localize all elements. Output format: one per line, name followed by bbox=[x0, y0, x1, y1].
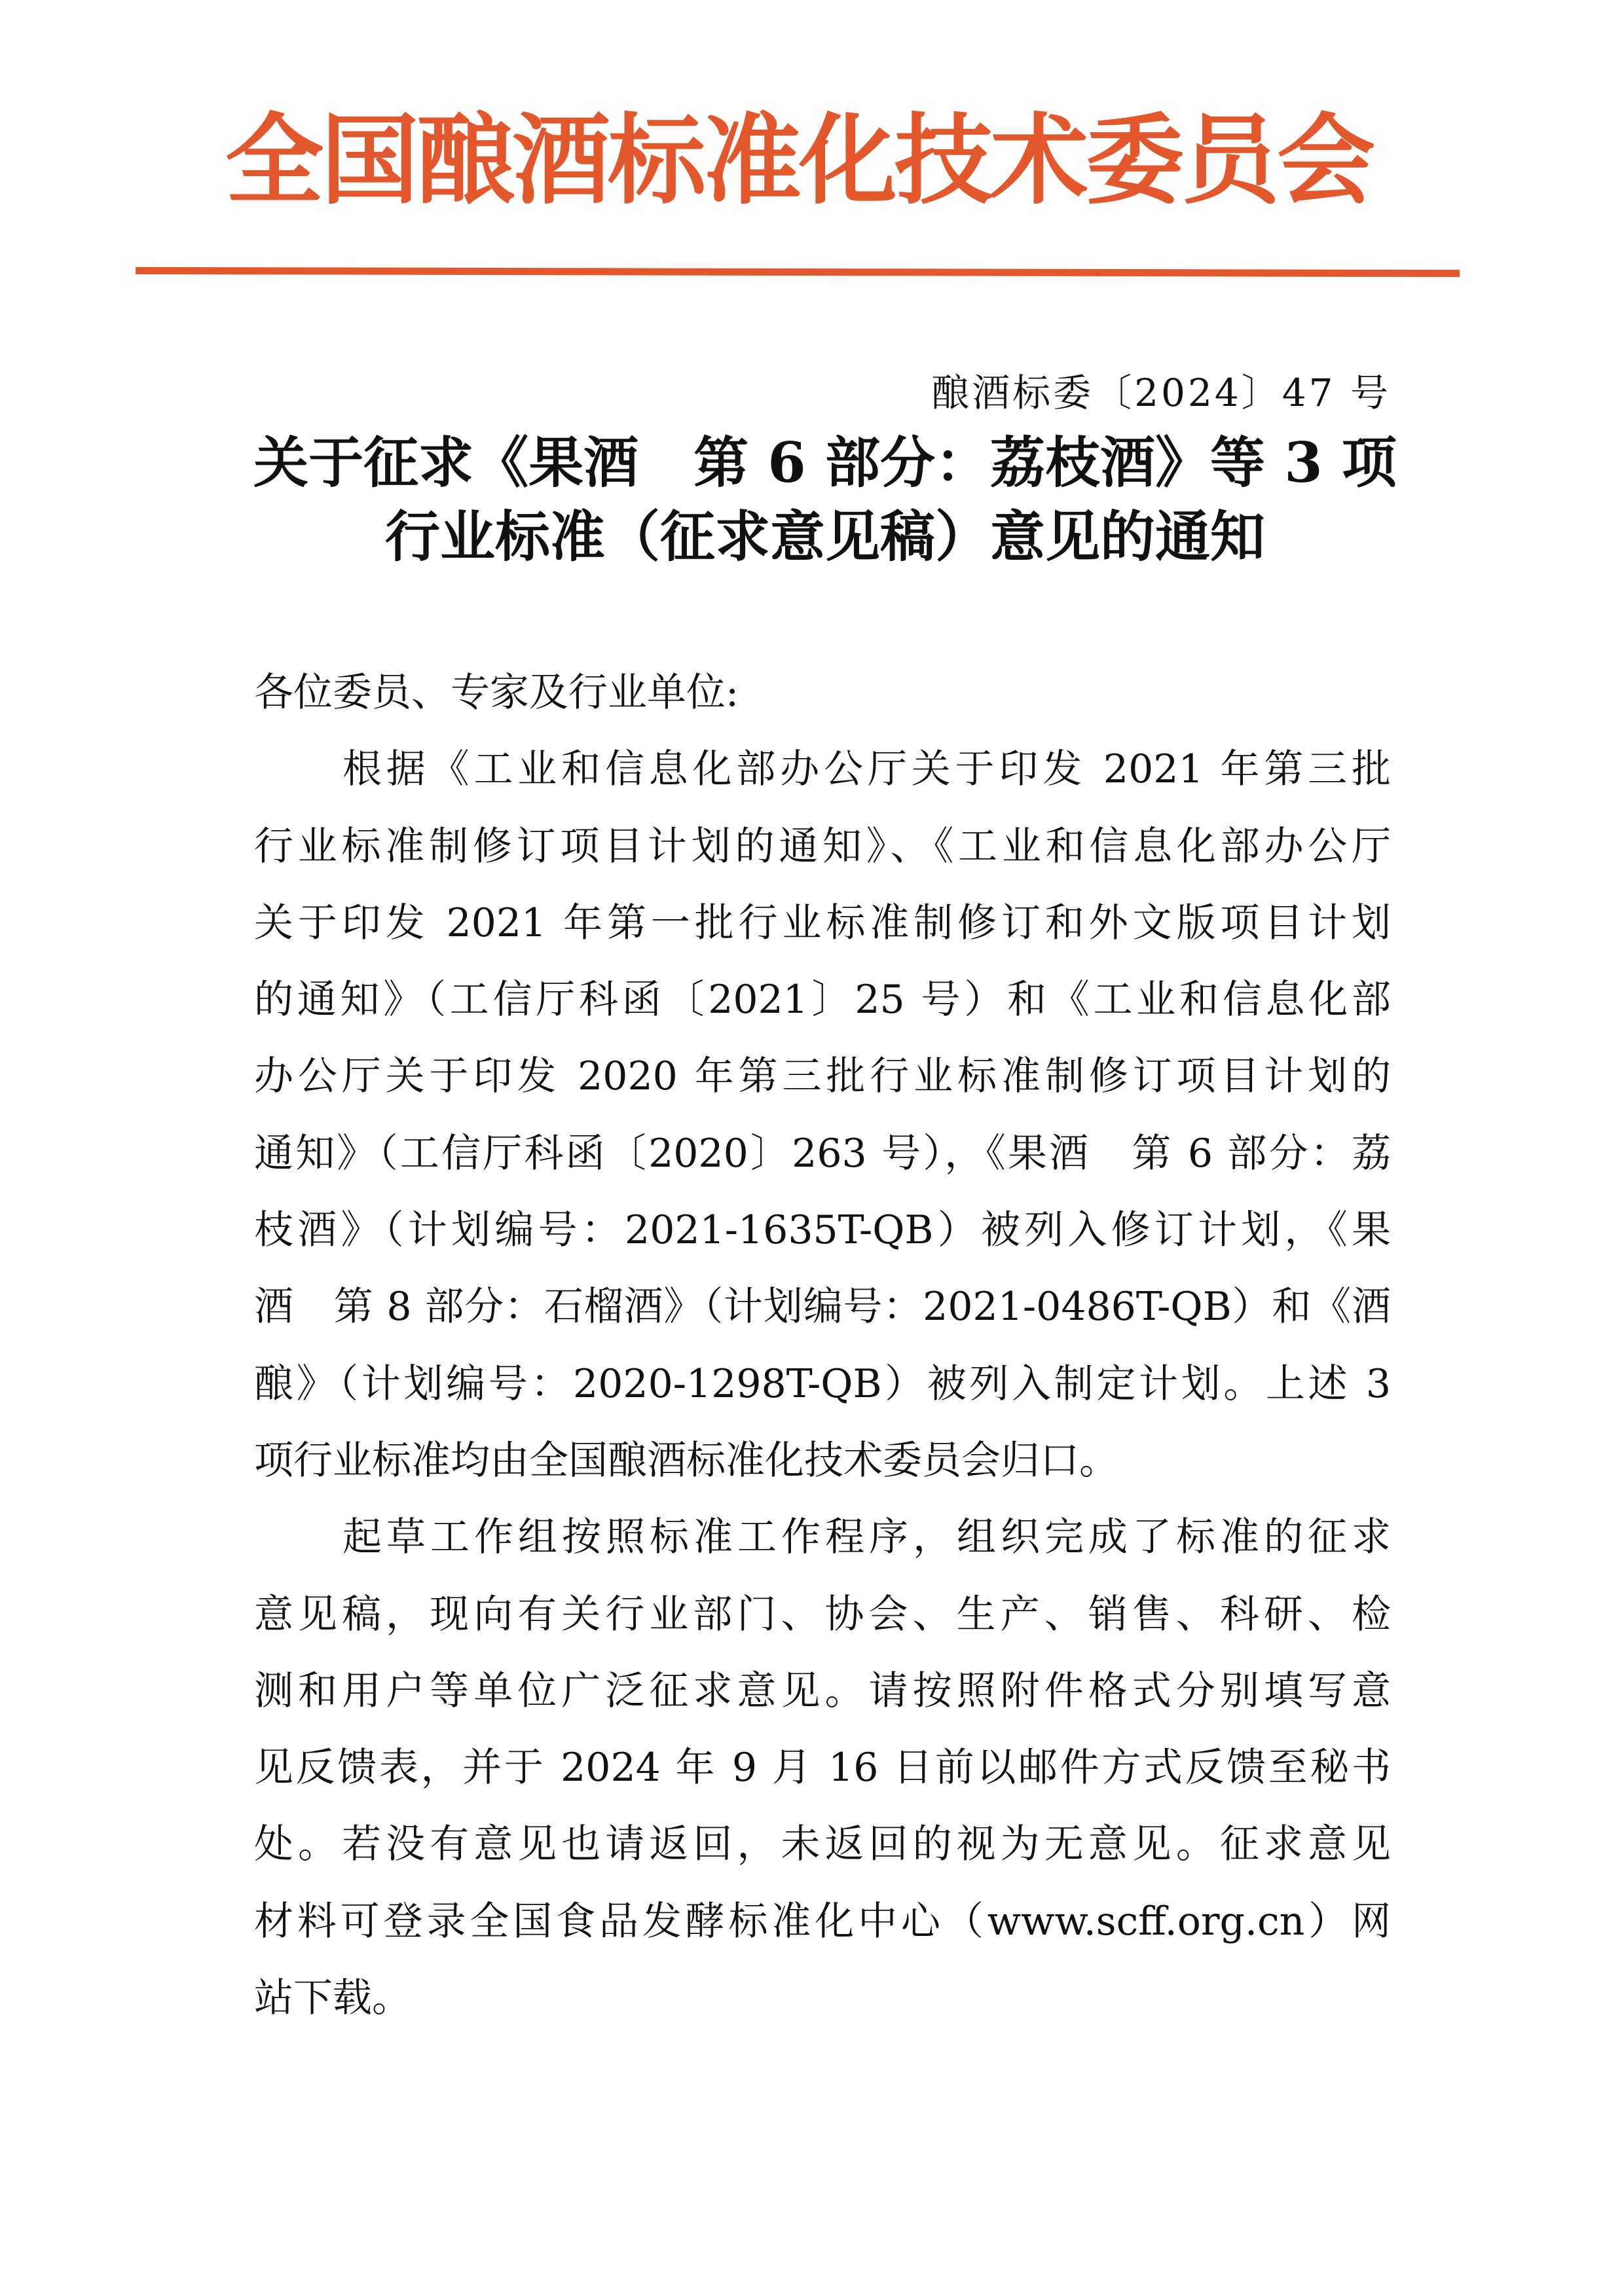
body-line: 起草工作组按照标准工作程序，组织完成了标准的征求 bbox=[342, 1514, 1391, 1561]
body-line: 测和用户等单位广泛征求意见。请按照附件格式分别填写意 bbox=[254, 1667, 1391, 1714]
body-line: 通知》（工信厅科函〔2020〕263 号），《果酒 第 6 部分：荔 bbox=[254, 1130, 1391, 1176]
document-body bbox=[254, 655, 1391, 2037]
letterhead-divider bbox=[136, 267, 1460, 277]
body-line: 根据《工业和信息化部办公厅关于印发 2021 年第三批 bbox=[342, 746, 1391, 793]
body-line: 枝酒》（计划编号：2021-1635T-QB）被列入修订计划，《果 bbox=[254, 1207, 1391, 1254]
document-title bbox=[242, 426, 1408, 574]
body-line: 站下载。 bbox=[254, 1975, 411, 2022]
document-number: 酿酒标委〔2024〕47 号 bbox=[931, 371, 1391, 415]
paragraph-2 bbox=[254, 1499, 1391, 2037]
paragraph-1 bbox=[254, 731, 1391, 1499]
title-line: 关于征求《果酒 第 6 部分：荔枝酒》等 3 项 bbox=[253, 430, 1397, 495]
body-line: 处。若没有意见也请返回，未返回的视为无意见。征求意见 bbox=[254, 1821, 1391, 1868]
title-line: 行业标准（征求意见稿）意见的通知 bbox=[384, 504, 1265, 569]
body-line: 的通知》（工信厅科函〔2021〕25 号）和《工业和信息化部 bbox=[254, 977, 1391, 1023]
body-line: 见反馈表，并于 2024 年 9 月 16 日前以邮件方式反馈至秘书 bbox=[254, 1745, 1391, 1791]
body-line: 意见稿，现向有关行业部门、协会、生产、销售、科研、检 bbox=[254, 1591, 1391, 1637]
body-line: 酒 第 8 部分：石榴酒》（计划编号：2021-0486T-QB）和《酒 bbox=[254, 1284, 1391, 1330]
body-line: 酿》（计划编号：2020-1298T-QB）被列入制定计划。上述 3 bbox=[254, 1360, 1391, 1407]
body-line: 项行业标准均由全国酿酒标准化技术委员会归口。 bbox=[254, 1437, 1118, 1484]
letterhead-organization: 全国酿酒标准化技术委员会 bbox=[225, 103, 1373, 218]
body-line: 材料可登录全国食品发酵标准化中心（www.scff.org.cn）网 bbox=[254, 1898, 1391, 1944]
body-line: 办公厅关于印发 2020 年第三批行业标准制修订项目计划的 bbox=[254, 1053, 1391, 1100]
salutation: 各位委员、专家及行业单位: bbox=[254, 670, 739, 716]
body-line: 关于印发 2021 年第一批行业标准制修订和外文版项目计划 bbox=[254, 900, 1391, 946]
body-line: 行业标准制修订项目计划的通知》、《工业和信息化部办公厅 bbox=[254, 823, 1391, 869]
